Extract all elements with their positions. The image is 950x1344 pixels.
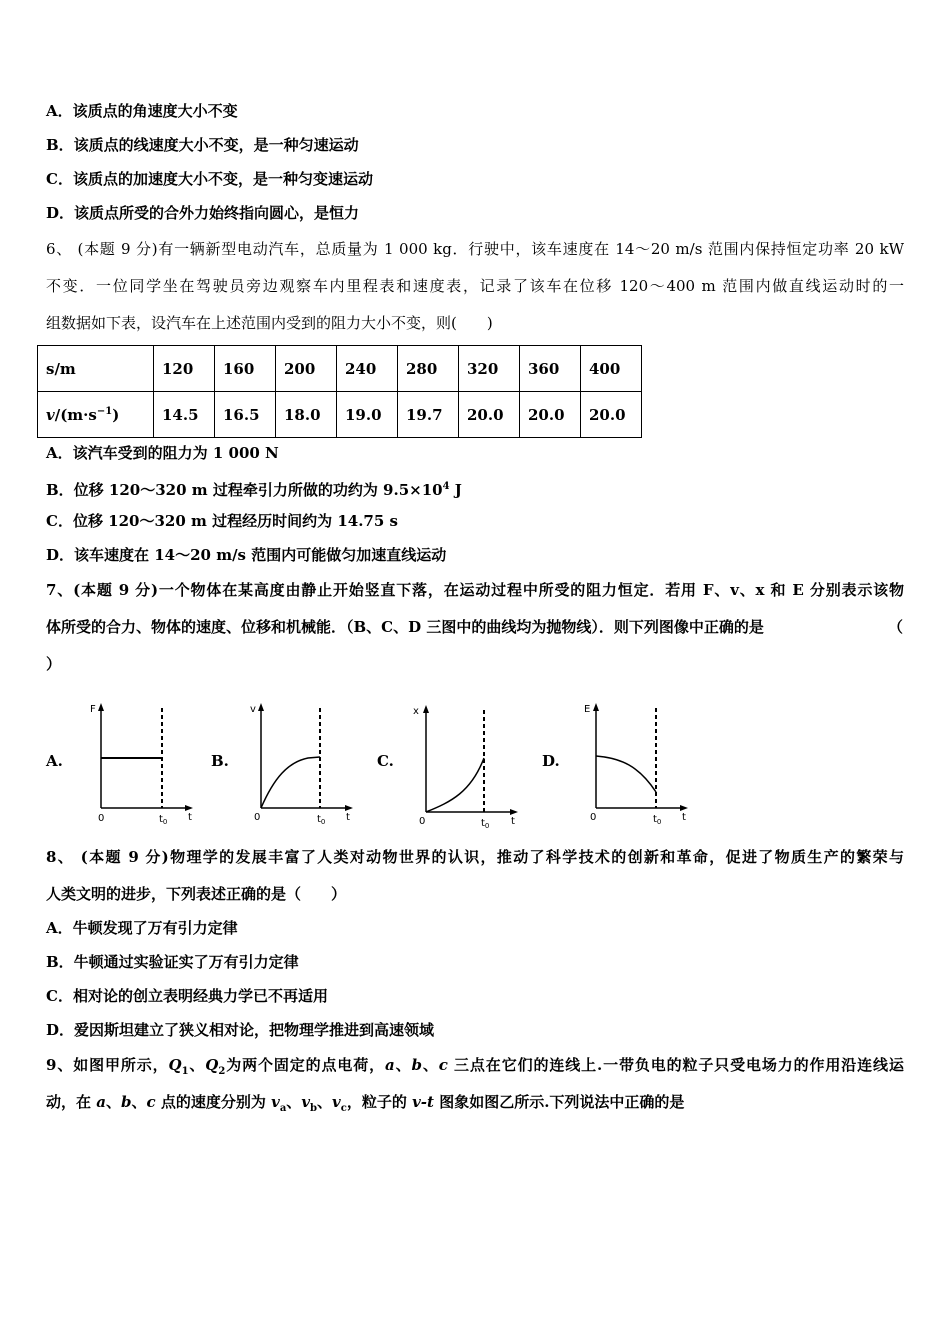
q6-option-c: C．位移 120～320 m 过程经历时间约为 14.75 s — [46, 512, 398, 530]
q7-answer-paren-open: （ — [888, 618, 904, 636]
table-cell: 14.5 — [154, 392, 215, 438]
table-cell: 19.0 — [337, 392, 398, 438]
table-cell: 400 — [581, 346, 642, 392]
axis-label: x — [413, 706, 419, 717]
t0-label: $t_0$ — [481, 818, 490, 828]
table-cell: 120 — [154, 346, 215, 392]
graph-d-label: D. — [542, 752, 560, 770]
q8-option-a: A．牛顿发现了万有引力定律 — [46, 919, 238, 937]
origin-label: 0 — [254, 812, 261, 823]
t0-label: $t_0$ — [159, 814, 168, 826]
graph-a-F-t — [88, 700, 200, 828]
table-cell: 19.7 — [398, 392, 459, 438]
q5-option-d: D．该质点所受的合外力始终指向圆心，是恒力 — [46, 204, 360, 222]
t0-label: $t_0$ — [653, 814, 662, 826]
graph-a-label: A. — [46, 752, 63, 770]
table-cell: 360 — [520, 346, 581, 392]
q6-option-d: D．该车速度在 14～20 m/s 范围内可能做匀加速直线运动 — [46, 546, 447, 564]
q5-option-b: B．该质点的线速度大小不变，是一种匀速运动 — [46, 136, 359, 154]
table-row — [38, 346, 642, 392]
t0-label: $t_0$ — [317, 814, 326, 826]
q8-option-b: B．牛顿通过实验证实了万有引力定律 — [46, 953, 299, 971]
t-label: t — [346, 812, 350, 823]
x-axis-arrow — [185, 805, 193, 811]
q9-stem-line1: 9、如图甲所示，$Q_1$、$Q_2$为两个固定的点电荷，a、b、c 三点在它们的连线上.一带负电的粒子只受电场力的作用沿连线运 — [46, 1056, 904, 1077]
table-cell: 240 — [337, 346, 398, 392]
q7-stem-line2: 体所受的合力、物体的速度、位移和机械能．（B、C、D 三图中的曲线均为抛物线）．则下列图像中正确的是 — [46, 618, 764, 636]
table-header-s: s/m — [38, 346, 154, 392]
table-cell: 20.0 — [459, 392, 520, 438]
table-cell: 160 — [215, 346, 276, 392]
q6-stem-line2: 不变．一位同学坐在驾驶员旁边观察车内里程表和速度表，记录了该车在位移 120～400 m 范围内做直线运动时的一 — [46, 277, 904, 295]
graph-d-E-t — [583, 700, 695, 828]
q6-option-b: B．位移 120～320 m 过程牵引力所做的功约为 $9.5\times 10^4$ J — [46, 481, 462, 499]
graph-c-x-t — [413, 700, 525, 828]
q5-option-c: C．该质点的加速度大小不变，是一种匀变速运动 — [46, 170, 373, 188]
y-axis-arrow — [258, 703, 264, 711]
q6-stem-line1: 6、 (本题 9 分)有一辆新型电动汽车，总质量为 1 000 kg．行驶中，该车速度在 14～20 m/s 范围内保持恒定功率 20 kW — [46, 240, 904, 258]
table-row — [38, 392, 642, 438]
E-curve — [596, 756, 656, 792]
graph-b-v-t — [248, 700, 360, 828]
x-axis-arrow — [345, 805, 353, 811]
table-cell: 200 — [276, 346, 337, 392]
axis-label: F — [90, 704, 96, 715]
table-cell: 280 — [398, 346, 459, 392]
q8-stem-line2: 人类文明的进步，下列表述正确的是（ ） — [46, 885, 347, 903]
y-axis-arrow — [593, 703, 599, 711]
table-cell: 18.0 — [276, 392, 337, 438]
q8-option-c: C．相对论的创立表明经典力学已不再适用 — [46, 987, 328, 1005]
v-curve — [261, 757, 320, 808]
axis-label: E — [584, 704, 591, 715]
x-axis-arrow — [680, 805, 688, 811]
y-axis-arrow — [423, 705, 429, 713]
q7-stem-line3: ） — [46, 655, 62, 673]
table-cell: 16.5 — [215, 392, 276, 438]
t-label: t — [682, 812, 686, 823]
origin-label: 0 — [590, 812, 597, 823]
table-cell: 20.0 — [520, 392, 581, 438]
table-cell: 320 — [459, 346, 520, 392]
q5-option-a: A．该质点的角速度大小不变 — [46, 102, 238, 120]
origin-label: 0 — [419, 816, 426, 827]
graph-b-label: B. — [211, 752, 229, 770]
q6-stem-line3: 组数据如下表，设汽车在上述范围内受到的阻力大小不变，则( ) — [46, 314, 493, 332]
table-header-v: $v/(m\cdot s^{-1})$ — [38, 392, 154, 438]
t-label: t — [188, 812, 192, 823]
q8-option-d: D．爱因斯坦建立了狭义相对论，把物理学推进到高速领域 — [46, 1021, 435, 1039]
y-axis-arrow — [98, 703, 104, 711]
q8-stem-line1: 8、 (本题 9 分)物理学的发展丰富了人类对动物世界的认识，推动了科学技术的创新和革命，促进了物质生产的繁荣与 — [46, 848, 904, 866]
t-label: t — [511, 816, 515, 827]
table-cell: 20.0 — [581, 392, 642, 438]
x-axis-arrow — [510, 809, 518, 815]
axis-label: v — [250, 704, 256, 715]
origin-label: 0 — [98, 813, 105, 824]
q6-data-table — [37, 345, 642, 438]
graph-c-label: C. — [377, 752, 394, 770]
q7-stem-line1: 7、(本题 9 分)一个物体在某高度由静止开始竖直下落，在运动过程中所受的阻力恒定．若用 F、v、x 和 E 分别表示该物 — [46, 581, 904, 599]
x-curve — [426, 758, 484, 812]
q9-stem-line2: 动，在 a、b、c 点的速度分别为 $v_a$、$v_b$、$v_c$，粒子的 v-t 图象如图乙所示.下列说法中正确的是 — [46, 1093, 685, 1114]
q6-option-a: A．该汽车受到的阻力为 1 000 N — [46, 444, 279, 462]
